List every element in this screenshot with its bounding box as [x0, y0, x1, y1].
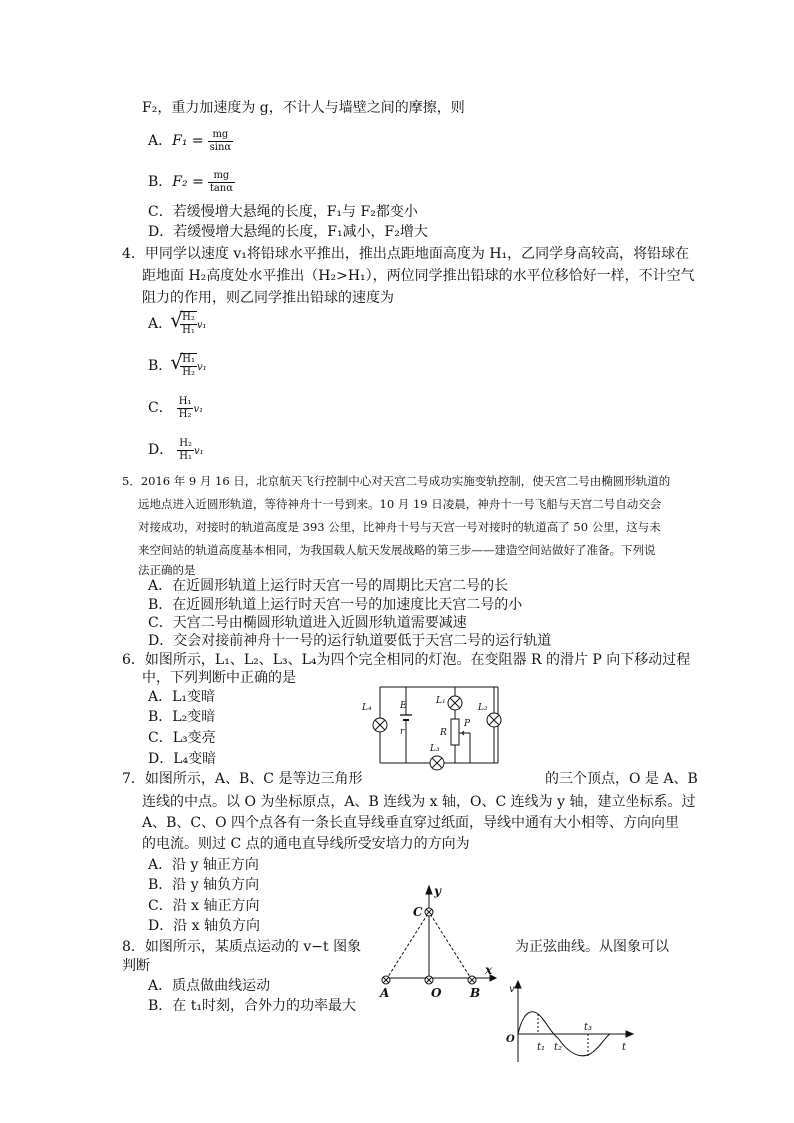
q5-stem-line-2: 远地点进入近圆形轨道，等待神舟十一号到来。10 月 19 日凌晨，神舟十一号飞船与天宫二号自动交会: [138, 497, 662, 511]
q8-option-a[interactable]: A．质点做曲线运动: [148, 978, 271, 994]
label-p: P: [464, 719, 471, 729]
q4-option-a[interactable]: A． √ $\frac{\text{H₂}}{\text{H₁}}$ v₁: [148, 306, 207, 344]
label-o: O: [506, 1034, 515, 1045]
lamp-l1: [448, 696, 462, 710]
q6-option-d[interactable]: D．L₄变暗: [148, 751, 217, 767]
edge-ac: [386, 912, 429, 980]
q5-stem-line-1: 5．2016 年 9 月 16 日，北京航天飞行控制中心对天宫二号成功实施变轨控制，使天宫二号由椭圆形轨道的: [122, 474, 671, 488]
q4-option-d[interactable]: D． $\frac{\text{H₂}}{\text{H₁}}$ v₁: [148, 437, 204, 462]
q7-stem-line-2: 连线的中点。以 O 为坐标原点，A、B 连线为 x 轴，O、C 连线为 y 轴，建立坐标系。过: [142, 794, 696, 810]
triangle-coordinate-figure: [372, 882, 502, 1000]
q5-stem-line-5: 法正确的是: [138, 563, 196, 577]
label-r: R: [440, 728, 447, 738]
label-a: A: [380, 986, 390, 1000]
label-l3: L₃: [430, 744, 440, 754]
q6-option-a[interactable]: A．L₁变暗: [148, 689, 216, 705]
q8-stem-line-1b: 为正弦曲线。从图象可以: [515, 939, 669, 955]
v-axis-arrow: [515, 981, 521, 988]
q4-option-b[interactable]: B． √ $\frac{\text{H₁}}{\text{H₂}}$ v₁: [148, 348, 207, 386]
fraction: $\frac{\text{H₁}}{\text{H₂}}$: [178, 395, 192, 420]
q8-stem-line-2: 判断: [122, 958, 150, 974]
label-l1: L₁: [436, 696, 446, 706]
q3-option-d[interactable]: D．若缓慢增大悬绳的长度，F₁减小，F₂增大: [148, 224, 428, 240]
q3-stem-tail: F₂，重力加速度为 g，不计人与墙壁之间的摩擦，则: [142, 100, 465, 116]
label-e: E: [400, 701, 407, 711]
circuit-diagram: [360, 683, 510, 773]
label-l2: L₂: [478, 703, 488, 713]
q4-stem-line-2: 距地面 H₂高度处水平推出（H₂>H₁），两位同学推出铅球的水平位移恰好一样，不计空气: [142, 268, 695, 284]
sqrt-fraction: √ $\frac{\text{H₁}}{\text{H₂}}$: [172, 348, 197, 384]
q3-option-a[interactable]: A．F₁ = $\frac{mg}{\sin\alpha}$: [148, 128, 232, 153]
q3-option-b[interactable]: B．F₂ = $\frac{mg}{\tan\alpha}$: [148, 169, 233, 194]
rheostat-r: [451, 719, 459, 745]
q3-option-c[interactable]: C．若缓慢增大悬绳的长度，F₁与 F₂都变小: [148, 204, 418, 220]
q5-option-a[interactable]: A．在近圆形轨道上运行时天宫一号的周期比天宫二号的长: [148, 578, 509, 594]
q7-stem-line-4: 的电流。则过 C 点的通电直导线所受安培力的方向为: [142, 836, 470, 852]
wire-c: [425, 908, 433, 916]
q5-stem-line-3: 对接成功，对接时的轨道高度是 393 公里，比神舟十号与天宫一号对接时的轨道高了 50 公里，这与未: [138, 520, 661, 534]
q5-option-c[interactable]: C．天宫二号由椭圆形轨道进入近圆形轨道需要减速: [148, 615, 467, 631]
label-r-internal: r: [400, 727, 405, 737]
q5-stem-line-4: 来空间站的轨道高度基本相同，为我国载人航天发展战略的第三步——建造空间站做好了准备。下列说: [138, 543, 656, 557]
wire-a: [382, 976, 390, 984]
fraction: $\frac{mg}{\sin\alpha}$: [209, 128, 232, 153]
q7-stem-line-1b: 的三个顶点，O 是 A、B: [545, 771, 698, 787]
q6-stem-line-1: 6．如图所示，L₁、L₂、L₃、L₄为四个完全相同的灯泡。在变阻器 R 的滑片 P 向下移动过程: [122, 652, 691, 668]
label-x: x: [485, 963, 493, 977]
lamp-l3: [430, 756, 444, 770]
label-t1: t₁: [537, 1042, 546, 1053]
v-t-graph: [500, 978, 640, 1066]
q4-stem-line-3: 阻力的作用，则乙同学推出铅球的速度为: [142, 290, 394, 306]
q8-stem-line-1a: 8．如图所示，某质点运动的 v−t 图象: [122, 939, 362, 955]
sqrt-fraction: √ $\frac{\text{H₂}}{\text{H₁}}$: [172, 306, 197, 342]
q5-option-d[interactable]: D．交会对接前神舟十一号的运行轨道要低于天宫二号的运行轨道: [148, 633, 552, 649]
fraction: $\frac{\text{H₂}}{\text{H₁}}$: [179, 437, 192, 462]
label-o: O: [431, 986, 442, 1000]
label-b: B: [470, 986, 481, 1000]
label-t2: t₂: [554, 1042, 563, 1053]
q8-option-b[interactable]: B．在 t₁时刻，合外力的功率最大: [148, 998, 356, 1014]
q6-option-b[interactable]: B．L₂变暗: [148, 709, 216, 725]
q4-stem-line-1: 4．甲同学以速度 v₁将铅球水平推出，推出点距地面高度为 H₁，乙同学身高较高，将铅球在: [122, 246, 690, 262]
label-v: v: [509, 984, 515, 995]
edge-bc: [429, 912, 472, 980]
label-c: C: [413, 905, 423, 919]
lamp-l4: [373, 718, 387, 732]
wire-b: [468, 976, 476, 984]
q7-option-c[interactable]: C．沿 x 轴正方向: [148, 898, 260, 914]
t-axis-arrow: [626, 1031, 633, 1037]
q7-stem-line-1a: 7．如图所示，A、B、C 是等边三角形: [122, 771, 363, 787]
q6-option-c[interactable]: C．L₃变亮: [148, 730, 216, 746]
q7-option-d[interactable]: D．沿 x 轴负方向: [148, 918, 261, 934]
fraction: $\frac{mg}{\tan\alpha}$: [209, 169, 233, 194]
label-t3: t₃: [584, 1022, 593, 1033]
wire-o: [425, 976, 433, 984]
q5-option-b[interactable]: B．在近圆形轨道上运行时天宫一号的加速度比天宫二号的小: [148, 597, 523, 613]
label-y: y: [434, 884, 441, 898]
label-l4: L₄: [362, 703, 372, 713]
q7-option-a[interactable]: A．沿 y 轴正方向: [148, 857, 259, 873]
label-t: t: [622, 1042, 627, 1053]
lamp-l2: [487, 713, 501, 727]
q7-stem-line-3: A、B、C、O 四个点各有一条长直导线垂直穿过纸面，导线中通有大小相等、方向向里: [142, 815, 680, 831]
q4-option-c[interactable]: C． $\frac{\text{H₁}}{\text{H₂}}$ v₁: [148, 395, 204, 420]
q6-stem-line-2: 中，下列判断中正确的是: [142, 670, 296, 686]
q7-option-b[interactable]: B．沿 y 轴负方向: [148, 877, 260, 893]
y-axis-arrow: [426, 886, 432, 894]
